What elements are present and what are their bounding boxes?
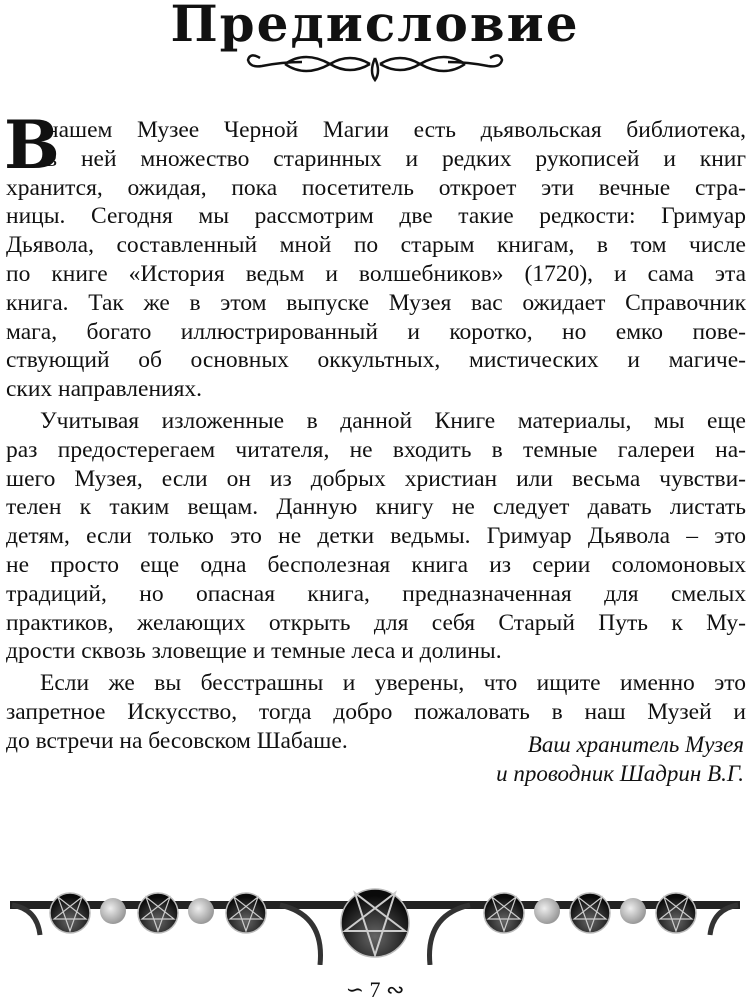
swash-left-icon: ∽ [345, 977, 370, 1002]
text-line: ствующий об основных оккультных, мистических и магиче- [6, 347, 746, 374]
signature-line: и проводник Шадрин В.Г. [496, 761, 744, 786]
preface-body [4, 106, 746, 759]
paragraph-2 [6, 407, 746, 666]
text-line: по книге «История ведьм и волшебников» (1720), и сама эта [6, 260, 746, 287]
text-line: нашем Музее Черной Магии есть дьявольская библиотека, [46, 117, 746, 143]
text-line: хранится, ожидая, пока посетитель откроет эти вечные стра- [6, 174, 746, 201]
text-line: телен к таким вещам. Данную книгу не следует давать листать [6, 494, 746, 521]
text-line: до встречи на бесовском Шабаше. [6, 727, 348, 754]
page-number [0, 977, 750, 1003]
title-flourish-ornament [240, 44, 510, 84]
text-line: практиков, желающих открыть для себя Старый Путь к Му- [6, 609, 746, 636]
swash-right-icon: ∾ [380, 977, 405, 1002]
text-line: Если же вы бесстрашны и уверены, что ищите именно это [40, 670, 746, 697]
text-line: ских направлениях. [6, 376, 203, 403]
paragraph-1 [4, 106, 746, 404]
text-line: Дьявола, составленный мной по старым книгам, в том числе [6, 232, 746, 259]
text-line: Учитывая изложенные в данной Книге материалы, мы еще [40, 407, 746, 434]
text-line: в ней множество старинных и редких рукописей и книг [46, 145, 746, 172]
page-title: Предисловие [170, 0, 580, 53]
text-line: традиций, но опасная книга, предназначенная для смелых [6, 580, 746, 607]
text-line: запретное Искусство, тогда добро пожаловать в наш Музей и [6, 698, 746, 725]
drop-cap: В [4, 106, 60, 184]
signature-line: Ваш хранитель Музея [527, 732, 744, 757]
signature [496, 730, 744, 788]
text-line: раз предостерегаем читателя, не входить в темные галереи на- [6, 436, 746, 463]
pentagram-border-ornament [0, 885, 750, 965]
text-line: книга. Так же в этом выпуске Музея вас ожидает Справочник [6, 289, 746, 316]
text-line: не просто еще одна бесполезная книга из серии соломоновых [6, 551, 746, 578]
text-line: дрости сквозь зловещие и темные леса и долины. [6, 638, 502, 665]
text-line: шего Музея, если он из добрых христиан или весьма чувстви- [6, 465, 746, 492]
text-line: мага, богато иллюстрированный и коротко, но емко пове- [6, 318, 746, 345]
text-line: ницы. Сегодня мы рассмотрим две такие редкости: Гримуар [6, 203, 746, 230]
text-line: детям, если только это не детки ведьмы. Гримуар Дьявола – это [6, 523, 746, 550]
page-number-value: 7 [369, 977, 381, 1002]
